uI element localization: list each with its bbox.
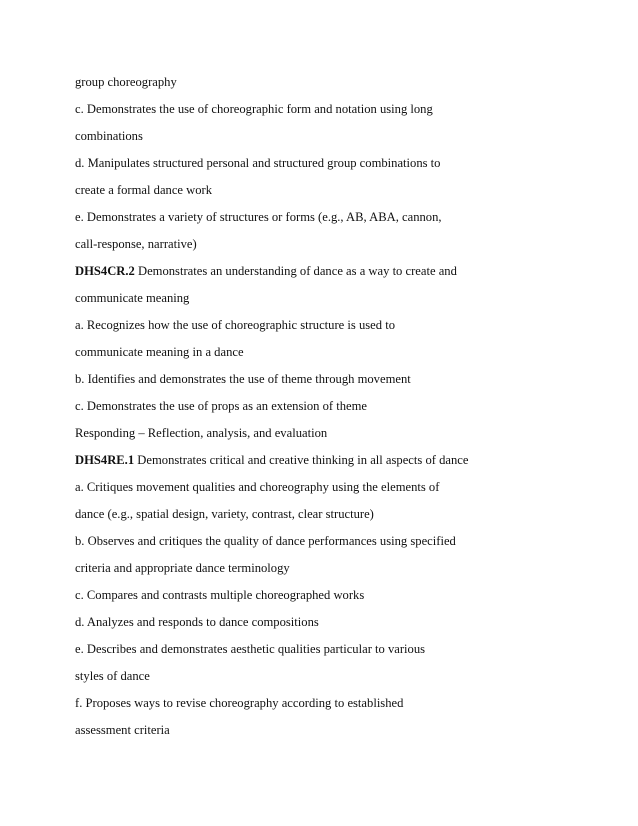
standard-description: Demonstrates an understanding of dance as a way to create and <box>134 264 457 278</box>
line-text: call-response, narrative) <box>75 237 197 251</box>
standard-code: DHS4RE.1 <box>75 453 135 467</box>
text-line <box>75 182 212 198</box>
text-line <box>75 209 442 225</box>
line-text: assessment criteria <box>75 723 170 737</box>
text-line <box>75 722 170 738</box>
text-line <box>75 344 244 360</box>
text-line <box>75 641 425 657</box>
text-line <box>75 101 433 117</box>
line-text: styles of dance <box>75 669 150 683</box>
section-heading-line <box>75 425 327 441</box>
line-text: dance (e.g., spatial design, variety, contrast, clear structure) <box>75 507 374 521</box>
text-line <box>75 560 290 576</box>
line-text: e. Demonstrates a variety of structures or forms (e.g., AB, ABA, cannon, <box>75 210 442 224</box>
line-text: d. Manipulates structured personal and structured group combinations to <box>75 156 441 170</box>
line-text: c. Demonstrates the use of props as an extension of theme <box>75 399 368 413</box>
line-text: communicate meaning <box>75 291 190 305</box>
text-line <box>75 506 374 522</box>
text-line <box>75 587 364 603</box>
text-line <box>75 155 440 171</box>
section-heading: Responding – Reflection, analysis, and evaluation <box>75 426 328 440</box>
line-text: b. Observes and critiques the quality of dance performances using specified <box>75 534 456 548</box>
text-line <box>75 290 189 306</box>
standard-description: Demonstrates critical and creative thinking in all aspects of dance <box>134 453 469 467</box>
standard-heading-line <box>75 263 457 279</box>
text-line <box>75 479 439 495</box>
text-line <box>75 317 395 333</box>
standard-code: DHS4CR.2 <box>75 264 135 278</box>
line-text: combinations <box>75 129 143 143</box>
line-text: e. Describes and demonstrates aesthetic qualities particular to various <box>75 642 426 656</box>
text-line <box>75 74 177 90</box>
line-text: a. Recognizes how the use of choreographic structure is used to <box>75 318 395 332</box>
text-line <box>75 533 456 549</box>
line-text: c. Compares and contrasts multiple choreographed works <box>75 588 365 602</box>
text-line <box>75 398 367 414</box>
text-line <box>75 668 150 684</box>
text-line <box>75 128 143 144</box>
line-text: b. Identifies and demonstrates the use of theme through movement <box>75 372 411 386</box>
text-line <box>75 695 403 711</box>
line-text: d. Analyzes and responds to dance compositions <box>75 615 319 629</box>
line-text: create a formal dance work <box>75 183 213 197</box>
line-text: c. Demonstrates the use of choreographic form and notation using long <box>75 102 433 116</box>
line-text: communicate meaning in a dance <box>75 345 244 359</box>
standard-heading-line <box>75 452 468 468</box>
line-text: f. Proposes ways to revise choreography according to established <box>75 696 404 710</box>
line-text: a. Critiques movement qualities and choreography using the elements of <box>75 480 440 494</box>
text-line <box>75 371 411 387</box>
line-text: group choreography <box>75 75 177 89</box>
text-line <box>75 614 319 630</box>
line-text: criteria and appropriate dance terminology <box>75 561 290 575</box>
text-line <box>75 236 197 252</box>
